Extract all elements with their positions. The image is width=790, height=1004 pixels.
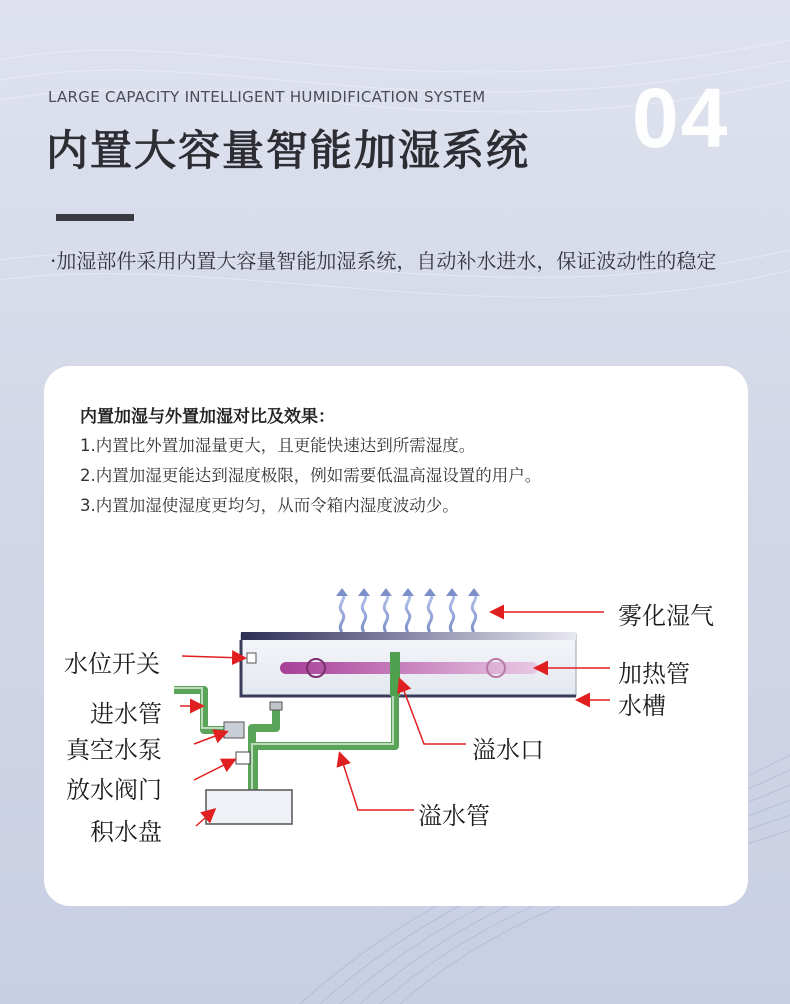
intro-text: ·加湿部件采用内置大容量智能加湿系统，自动补水进水，保证波动性的稳定: [50, 249, 717, 273]
label-vacuum-pump: 真空水泵: [66, 736, 162, 764]
card-heading: 内置加湿与外置加湿对比及效果：: [80, 407, 335, 427]
arrow-level-switch: [182, 656, 244, 658]
mist-wisp: [472, 592, 475, 632]
card-point-1: 1.内置比外置加湿量更大，且更能快速达到所需湿度。: [80, 436, 476, 455]
label-heater: 加热管: [618, 660, 690, 688]
card-point-3: 3.内置加湿使湿度更均匀，从而令箱内湿度波动少。: [80, 496, 459, 515]
section-number: 04: [632, 71, 730, 165]
mist-wisp: [384, 592, 387, 632]
mist-wisp: [450, 592, 453, 632]
drain-valve: [236, 752, 250, 764]
arrow-overflow-pipe: [340, 754, 414, 810]
overflow-port: [390, 652, 400, 696]
drain-pipe: [252, 706, 276, 800]
label-overflow-port: 溢水口: [472, 736, 544, 764]
page-title: 内置大容量智能加湿系统: [46, 126, 531, 175]
tank-top-bar: [241, 632, 576, 640]
heater-tube: [280, 662, 538, 674]
arrow-valve: [194, 760, 234, 780]
mist-wisp: [340, 592, 343, 632]
level-switch: [247, 653, 256, 663]
section-eyebrow: LARGE CAPACITY INTELLIGENT HUMIDIFICATION SYSTEM: [48, 88, 486, 106]
mist-wisp: [362, 592, 365, 632]
card-point-2: 2.内置加湿更能达到湿度极限，例如需要低温高湿设置的用户。: [80, 466, 542, 485]
mist-wisp: [428, 592, 431, 632]
label-mist: 雾化湿气: [618, 602, 714, 630]
label-inlet-pipe: 进水管: [90, 700, 162, 728]
label-drain-valve: 放水阀门: [66, 776, 162, 804]
label-overflow-pipe: 溢水管: [418, 802, 490, 830]
mist-wisp: [406, 592, 409, 632]
mist-wisps: [340, 592, 475, 632]
label-drip-tray: 积水盘: [90, 818, 162, 846]
label-level-switch: 水位开关: [64, 650, 160, 678]
drip-tray: [206, 790, 292, 824]
vacuum-pump: [224, 722, 244, 738]
label-tank: 水槽: [618, 692, 666, 720]
title-underline: [56, 214, 134, 221]
